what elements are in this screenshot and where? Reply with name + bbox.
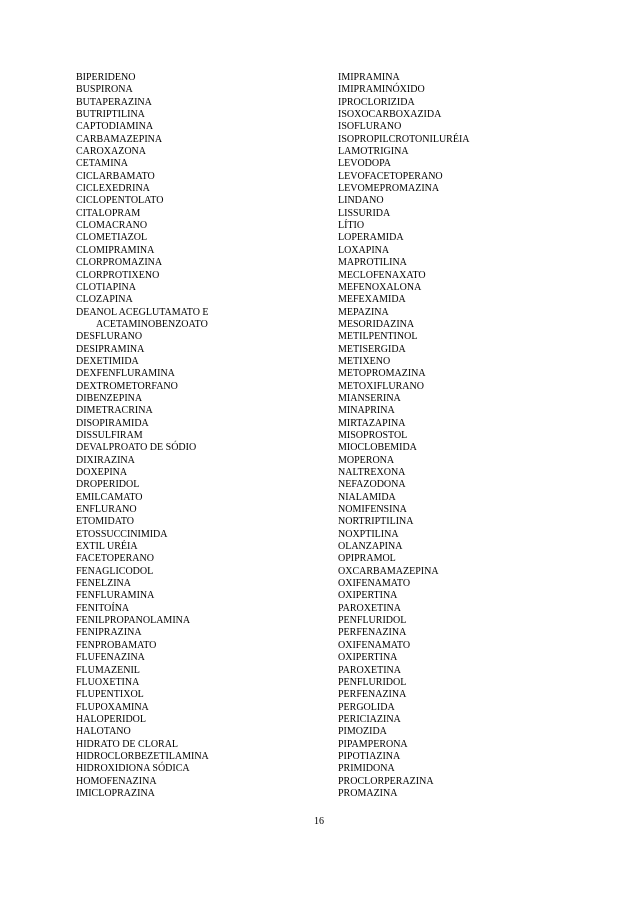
list-item: PIPAMPERONA [338, 738, 408, 750]
list-item: PROMAZINA [338, 787, 398, 799]
list-item: DIBENZEPINA [76, 392, 143, 404]
list-item: PERICIAZINA [338, 713, 401, 725]
list-item: OXCARBAMAZEPINA [338, 565, 439, 577]
list-item: DESFLURANO [76, 331, 143, 343]
list-item: MIOCLOBEMIDA [338, 442, 417, 454]
list-item: ETOSSUCCINIMIDA [76, 528, 168, 540]
list-item: NOMIFENSINA [338, 504, 407, 516]
list-item: LEVODOPA [338, 158, 391, 170]
list-item: METIXENO [338, 355, 391, 367]
list-item: DEANOL ACEGLUTAMATO E [76, 306, 209, 318]
list-item: DOXEPINA [76, 467, 128, 478]
list-item: CLORPROMAZINA [76, 257, 163, 269]
list-item: OXIPERTINA [338, 590, 398, 602]
list-item: MIRTAZAPINA [338, 417, 406, 429]
list-item: PROCLORPERAZINA [338, 775, 434, 787]
list-item: LOPERAMIDA [338, 232, 404, 244]
list-item: FLUPENTIXOL [76, 689, 144, 701]
list-item: CICLEXEDRINA [76, 183, 150, 195]
list-item: LOXAPINA [338, 244, 390, 256]
list-item: LAMOTRIGINA [338, 146, 409, 158]
list-item: PIMOZIDA [338, 726, 387, 738]
list-item: HIDROXIDIONA SÓDICA [76, 763, 190, 775]
list-item: IMIPRAMINA [338, 72, 400, 83]
list-item: LEVOMEPROMAZINA [338, 183, 440, 195]
list-item: NOXPTILINA [338, 528, 399, 540]
list-item: EXTIL URÉIA [76, 541, 138, 553]
list-item: CITALOPRAM [76, 207, 141, 219]
list-item: METISERGIDA [338, 343, 406, 355]
list-item: DEXETIMIDA [76, 355, 139, 367]
list-item: CLOTIAPINA [76, 281, 136, 293]
list-item: ENFLURANO [76, 504, 137, 516]
list-item: CETAMINA [76, 158, 128, 170]
list-item: DISOPIRAMIDA [76, 417, 149, 429]
list-item: PERGOLIDA [338, 701, 395, 713]
list-item: PIPOTIAZINA [338, 750, 401, 762]
list-item: MISOPROSTOL [338, 429, 408, 441]
list-item: PENFLURIDOL [338, 676, 407, 688]
list-item: FLUMAZENIL [76, 664, 140, 676]
list-item: NALTREXONA [338, 467, 406, 478]
list-item: NORTRIPTILINA [338, 516, 414, 528]
list-item: FLUOXETINA [76, 676, 140, 688]
list-item: METOPROMAZINA [338, 368, 426, 380]
list-item: MESORIDAZINA [338, 318, 415, 330]
list-item: ETOMIDATO [76, 516, 134, 528]
list-item: FENPROBAMATO [76, 639, 157, 651]
list-item: IMICLOPRAZINA [76, 787, 155, 799]
list-item: OXIPERTINA [338, 652, 398, 664]
list-item: BUTRIPTILINA [76, 109, 145, 121]
list-item: CLORPROTIXENO [76, 269, 160, 281]
list-item: MEFENOXALONA [338, 281, 422, 293]
list-item: FENFLURAMINA [76, 590, 155, 602]
list-item: FENIPRAZINA [76, 627, 142, 639]
list-item: LINDANO [338, 195, 384, 207]
list-item: HIDROCLORBEZETILAMINA [76, 750, 209, 762]
list-item: LISSURIDA [338, 207, 391, 219]
list-item: DEVALPROATO DE SÓDIO [76, 442, 197, 454]
list-item: DESIPRAMINA [76, 343, 145, 355]
list-item: FLUFENAZINA [76, 652, 145, 664]
list-item: ISOPROPILCROTONILURÉIA [338, 133, 470, 145]
list-item: IMIPRAMINÓXIDO [338, 84, 425, 96]
list-item: HALOTANO [76, 726, 131, 738]
list-item: NIALAMIDA [338, 491, 396, 503]
list-item: DEXFENFLURAMINA [76, 368, 175, 380]
list-item: DROPERIDOL [76, 479, 140, 491]
list-item: MEFEXAMIDA [338, 294, 406, 306]
list-item: ACETAMINOBENZOATO [96, 318, 208, 330]
list-item: PENFLURIDOL [338, 615, 407, 627]
list-item: FENAGLICODOL [76, 565, 154, 577]
list-item: OPIPRAMOL [338, 553, 396, 565]
list-item: ISOXOCARBOXAZIDA [338, 109, 442, 121]
list-item: MEPAZINA [338, 306, 389, 318]
list-item: LÍTIO [338, 220, 365, 232]
list-item: CICLOPENTOLATO [76, 195, 164, 207]
list-item: OXIFENAMATO [338, 578, 411, 590]
list-item: BUSPIRONA [76, 84, 133, 96]
list-item: METILPENTINOL [338, 331, 418, 343]
substance-list-left-column [76, 72, 326, 800]
list-item: PRIMIDONA [338, 763, 395, 775]
list-item: FENILPROPANOLAMINA [76, 615, 191, 627]
list-item: IPROCLORIZIDA [338, 96, 415, 108]
list-item: BUTAPERAZINA [76, 96, 152, 108]
list-item: FENELZINA [76, 578, 131, 590]
list-item: CAROXAZONA [76, 146, 146, 158]
list-item: FLUPOXAMINA [76, 701, 149, 713]
list-item: ISOFLURANO [338, 121, 402, 133]
list-item: HIDRATO DE CLORAL [76, 738, 179, 750]
list-item: CLOMIPRAMINA [76, 244, 155, 256]
list-item: DISSULFIRAM [76, 429, 143, 441]
list-item: CICLARBAMATO [76, 170, 155, 182]
list-item: METOXIFLURANO [338, 380, 424, 392]
list-item: DEXTROMETORFANO [76, 380, 178, 392]
list-item: PAROXETINA [338, 602, 401, 614]
list-item: OLANZAPINA [338, 541, 403, 553]
list-item: CLOMETIAZOL [76, 232, 148, 244]
list-item: CLOMACRANO [76, 220, 148, 232]
list-item: CARBAMAZEPINA [76, 133, 163, 145]
substance-list-right-column [338, 72, 608, 800]
list-item: LEVOFACETOPERANO [338, 170, 443, 182]
list-item: MOPERONA [338, 454, 395, 466]
list-item: HOMOFENAZINA [76, 775, 157, 787]
list-item: NEFAZODONA [338, 479, 406, 491]
list-item: MINAPRINA [338, 405, 395, 417]
list-item: EMILCAMATO [76, 491, 143, 503]
list-item: HALOPERIDOL [76, 713, 146, 725]
list-item: MAPROTILINA [338, 257, 407, 269]
list-item: CAPTODIAMINA [76, 121, 154, 133]
list-item: FENITOÍNA [76, 602, 130, 614]
list-item: DIXIRAZINA [76, 454, 135, 466]
list-item: DIMETRACRINA [76, 405, 153, 417]
list-item: FACETOPERANO [76, 553, 154, 565]
list-item: CLOZAPINA [76, 294, 133, 306]
list-item: PERFENAZINA [338, 689, 407, 701]
list-item: PAROXETINA [338, 664, 401, 676]
page-number: 16 [314, 816, 324, 827]
list-item: MIANSERINA [338, 392, 401, 404]
list-item: PERFENAZINA [338, 627, 407, 639]
list-item: MECLOFENAXATO [338, 269, 426, 281]
list-item: BIPERIDENO [76, 72, 136, 83]
list-item: OXIFENAMATO [338, 639, 411, 651]
